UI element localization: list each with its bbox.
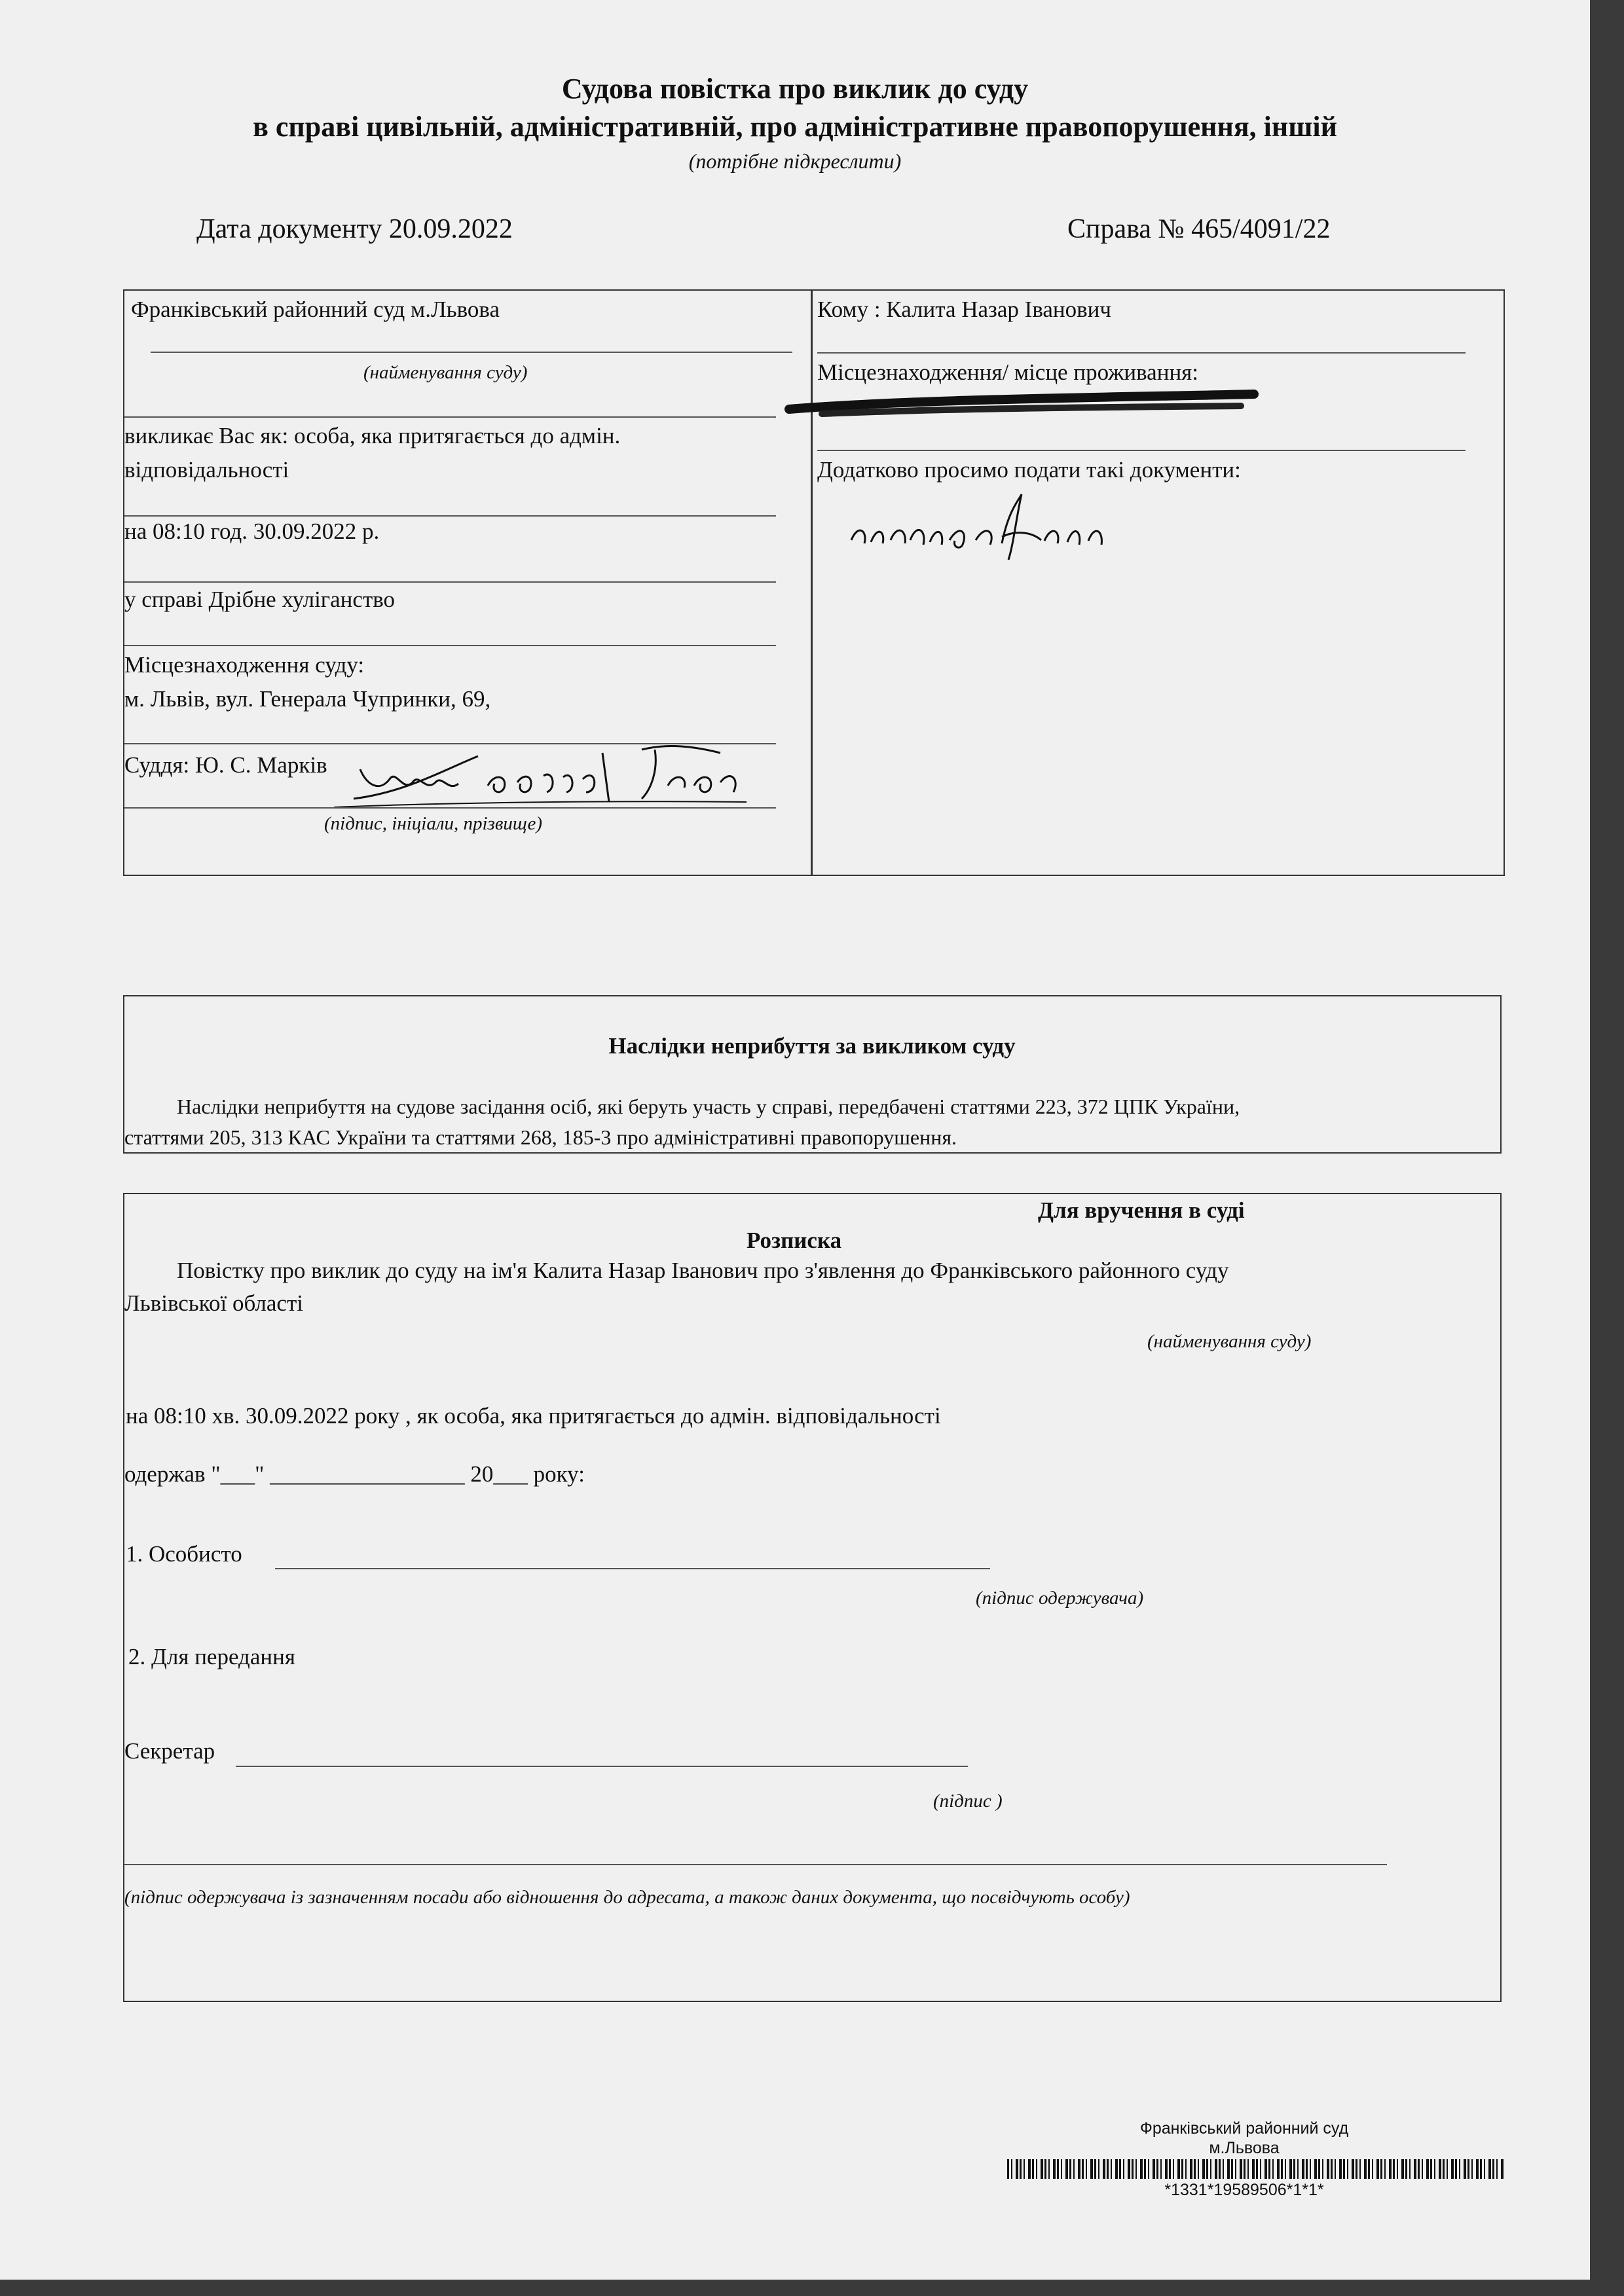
court-name-underline	[151, 352, 792, 353]
recipient-address-underline	[817, 450, 1466, 451]
court-name: Франківський районний суд м.Львова	[131, 297, 500, 322]
receipt-time-line: на 08:10 хв. 30.09.2022 року , як особа, яка притягається до адмін. відповідальності	[126, 1403, 941, 1429]
row-divider	[124, 515, 776, 517]
case-number: Справа № 465/4091/22	[1067, 214, 1331, 244]
barcode-text: *1331*19589506*1*1*	[1164, 2181, 1324, 2199]
personal-receipt-label: 1. Особисто	[126, 1541, 242, 1567]
summons-table-divider	[811, 289, 813, 876]
signature-caption: (підпис, ініціали, прізвище)	[324, 813, 543, 834]
row-divider	[124, 645, 776, 646]
footer-court-line1: Франківський районний суд	[1139, 2119, 1349, 2138]
receipt-box	[123, 1193, 1502, 2002]
redacted-address	[783, 386, 1267, 426]
title-note: (потрібне підкреслити)	[688, 149, 902, 173]
document-date: Дата документу 20.09.2022	[196, 214, 513, 244]
footer-court-line2: м.Львова	[1209, 2139, 1280, 2157]
consequences-heading: Наслідки неприбуття за викликом суду	[608, 1033, 1016, 1059]
secretary-label: Секретар	[124, 1738, 215, 1764]
personal-signature-line[interactable]	[275, 1568, 990, 1569]
called-as-line1: викликає Вас як: особа, яка притягається до адмін.	[124, 423, 621, 448]
court-location-label: Місцезнаходження суду:	[124, 652, 365, 678]
court-name-caption: (найменування суду)	[363, 362, 528, 383]
receipt-text-line2: Львівської області	[124, 1290, 303, 1316]
called-as-line2: відповідальності	[124, 457, 289, 483]
document-title-line2: в справі цивільній, адміністративній, про адміністративне правопорушення, іншій	[253, 111, 1337, 143]
recipient-signature-caption: (підпис одержувача)	[976, 1588, 1144, 1609]
recipient-location-label: Місцезнаходження/ місце проживання:	[817, 359, 1198, 385]
consequences-text-line1: Наслідки неприбуття на судове засідання осіб, які беруть участь у справі, передбачені статтями 223, 372 ЦПК України,	[177, 1095, 1240, 1118]
secretary-signature-line[interactable]	[236, 1766, 968, 1767]
receipt-heading: Розписка	[747, 1228, 842, 1253]
handwritten-note	[845, 484, 1120, 563]
judge-name: Суддя: Ю. С. Марків	[124, 752, 327, 778]
case-type: у справі Дрібне хуліганство	[124, 587, 396, 612]
hearing-time: на 08:10 год. 30.09.2022 р.	[124, 519, 380, 544]
row-divider	[124, 416, 776, 418]
secretary-signature-caption: (підпис )	[933, 1791, 1003, 1812]
consequences-text-line2: статтями 205, 313 КАС України та статтями 268, 185-3 про адміністративні правопорушення.	[124, 1125, 957, 1149]
court-address: м. Львів, вул. Генерала Чупринки, 69,	[124, 686, 491, 712]
receipt-text-line1: Повістку про виклик до суду на ім'я Калита Назар Іванович про з'явлення до Франківського районного суду	[177, 1258, 1229, 1283]
judge-signature	[327, 730, 760, 815]
document-title-line1: Судова повістка про виклик до суду	[561, 73, 1029, 105]
signature-underline	[124, 807, 776, 809]
row-divider	[124, 581, 776, 583]
for-court-delivery: Для вручення в суді	[1038, 1197, 1245, 1223]
extra-documents-label: Додатково просимо подати такі документи:	[817, 457, 1241, 483]
receipt-court-caption: (найменування суду)	[1147, 1331, 1312, 1352]
bottom-signature-caption: (підпис одержувача із зазначенням посади або відношення до адресата, а також даних документа, що посвідчують особу)	[124, 1887, 1130, 1908]
received-date-line: одержав "___" _________________ 20___ року:	[124, 1461, 585, 1487]
recipient-name: Кому : Калита Назар Іванович	[817, 297, 1112, 322]
barcode	[1007, 2159, 1504, 2179]
recipient-underline	[817, 352, 1466, 354]
transfer-label: 2. Для передання	[128, 1644, 295, 1669]
bottom-signature-line[interactable]	[124, 1864, 1387, 1865]
